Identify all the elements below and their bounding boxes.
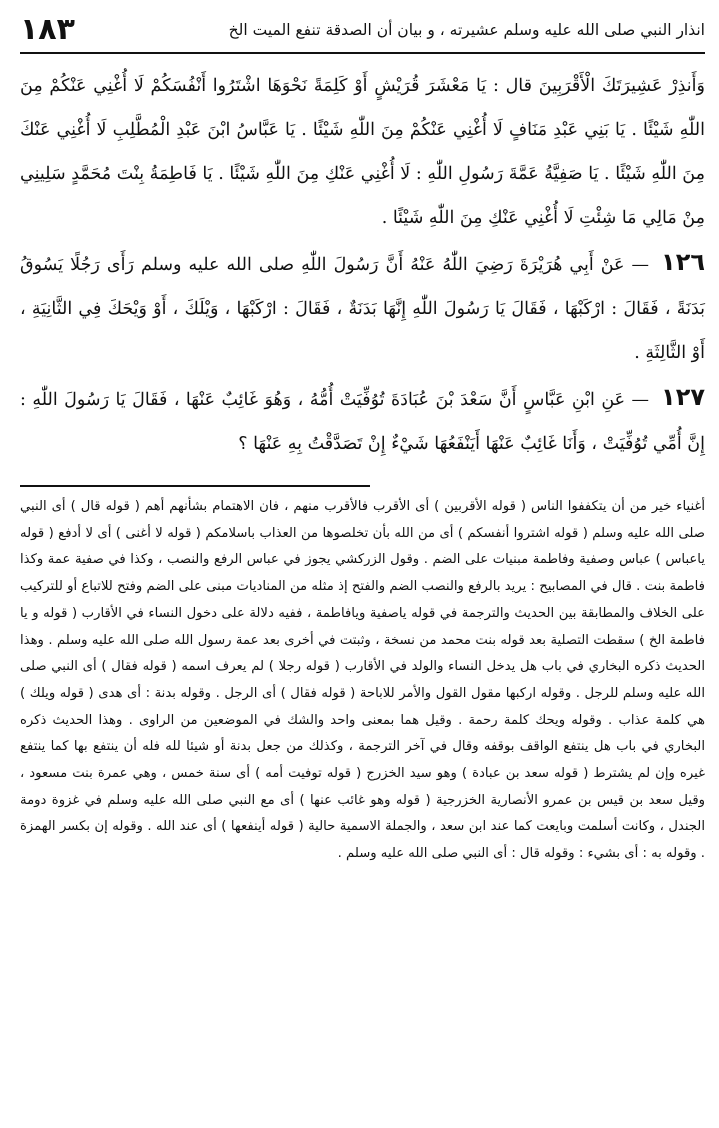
- footnote-divider: [20, 485, 370, 487]
- hadith-127-text: — عَنِ ابْنِ عَبَّاسٍ أَنَّ سَعْدَ بْنَ عُبَادَةَ تُوُفِّيَتْ أُمُّهُ ، وَهُوَ غَائِبٌ عَنْهَا ، فَقَالَ يَا رَسُولَ اللّٰهِ : إِنَّ أُمِّي تُوُفِّيَتْ ، وَأَنَا غَائِبٌ عَنْهَا أَيَنْفَعُهَا شَيْءٌ إِنْ تَصَدَّقْتُ بِهِ عَنْهَا ؟: [20, 390, 705, 454]
- hadith-text-intro: وَأَنذِرْ عَشِيرَتَكَ الْأَقْرَبِينَ قال : يَا مَعْشَرَ قُرَيْشٍ أَوْ كَلِمَةً نَحْوَهَا اشْتَرُوا أَنْفُسَكُمْ لَا أُغْنِي عَنْكُمْ مِنَ اللّٰهِ شَيْئًا . يَا بَنِي عَبْدِ مَنَافٍ لَا أُغْنِي عَنْكُمْ مِنَ اللّٰهِ شَيْئًا . يَا عَبَّاسُ ابْنَ عَبْدِ الْمُطَّلِبِ لَا أُغْنِي عَنْكَ مِنَ اللّٰهِ شَيْئًا . يَا صَفِيَّةُ عَمَّةَ رَسُولِ اللّٰهِ : لَا أُغْنِي عَنْكِ مِنَ اللّٰهِ شَيْئًا . يَا فَاطِمَةُ بِنْتَ مُحَمَّدٍ سَلِينِي مِنْ مَالِي مَا شِئْتِ لَا أُغْنِي عَنْكِ مِنَ اللّٰهِ شَيْئًا .: [20, 76, 705, 228]
- hadith-127: [20, 375, 705, 466]
- hadith-126-text: — عَنْ أَبِي هُرَيْرَةَ رَضِيَ اللّٰهُ عَنْهُ أَنَّ رَسُولَ اللّٰهِ صلى الله عليه وسلم رَأَى رَجُلًا يَسُوقُ بَدَنَةً ، فَقَالَ : ارْكَبْهَا ، فَقَالَ يَا رَسُولَ اللّٰهِ إِنَّهَا بَدَنَةٌ ، فَقَالَ : ارْكَبْهَا ، وَيْلَكَ ، أَوْ وَيْحَكَ فِي الثَّانِيَةِ ، أَوْ الثَّالِثَةِ .: [20, 255, 705, 363]
- commentary-section: [20, 494, 705, 868]
- hadith-number-127: ١٢٧: [661, 383, 705, 411]
- running-title: انذار النبي صلى الله عليه وسلم عشيرته ، و بيان أن الصدقة تنفع الميت الخ: [228, 21, 705, 39]
- hadith-126: [20, 240, 705, 375]
- hadith-number-126: ١٢٦: [661, 248, 705, 276]
- page-number: ١٨٣: [20, 12, 75, 47]
- page-header: [20, 8, 705, 54]
- book-page: [20, 0, 705, 1128]
- hadith-section: [20, 64, 705, 466]
- commentary-text: أغنياء خير من أن يتكففوا الناس ( قوله الأقربين ) أى الأقرب فالأقرب منهم ، فان الاهتمام بشأنهم أهم ( قوله قال ) أى النبي صلى الله عليه وسلم ( قوله اشتروا أنفسكم ) أى من الله بأن تخلصوها من العذاب باسلامكم ( قوله لا أغنى ) أى لا أدفع ( قوله ياعباس ) عباس وصفية وفاطمة مبنيات على الضم . وقول الزركشي يجوز في عباس الرفع والنصب ، وكذا في صفية عمة وكذا فاطمة بنت . قال في المصابيح : يريد بالرفع والنصب الضم والفتح إذ مثله من المناديات مبنى على الضم وفتح للاتباع أو للتركيب على الخلاف والمطابقة بين الحديث والترجمة في قوله ياصفية ويافاطمة ، ففيه دلالة على دخول النساء في الأقارب ( قوله و يا فاطمة الخ ) سقطت التصلية بعد قوله بنت محمد من نسخة ، وثبتت في أخرى بعد عمة رسول الله صلى الله عليه وسلم . وهذا الحديث ذكره البخاري في باب هل يدخل النساء والولد في الأقارب ( قوله رجلا ) لم يعرف اسمه ( قوله فقال ) أى النبي صلى الله عليه وسلم للرجل . وقوله اركبها مقول القول والأمر للاباحة ( قوله فقال ) أى الرجل . وقوله بدنة : أى هدى ( قوله ويلك ) هي كلمة عذاب . وقوله ويحك كلمة رحمة . وقيل هما بمعنى واحد والشك في الموضعين من الراوى . وهذا الحديث ذكره البخاري في باب هل ينتفع الواقف بوقفه وقال في آخر الترجمة ، وكذلك من جعل بدنة أو شيئا لله فله أن ينتفع بها كما ينتفع غيره وإن لم يشترط ( قوله سعد بن عبادة ) وهو سيد الخزرج ( قوله توفيت أمه ) أى سنة خمس ، وهي عمرة بنت مسعود ، وقيل سعد بن قيس بن عمرو الأنصارية الخزرجية ( قوله وهو غائب عنها ) أى مع النبي صلى الله عليه وسلم في غزوة دومة الجندل ، وكانت أسلمت وبايعت كما عند ابن سعد ، والجملة الاسمية حالية ( قوله أينفعها ) أى عند الله . وقوله إن بكسر الهمزة . وقوله به : أى بشيء : وقوله قال : أى النبي صلى الله عليه وسلم .: [20, 499, 705, 862]
